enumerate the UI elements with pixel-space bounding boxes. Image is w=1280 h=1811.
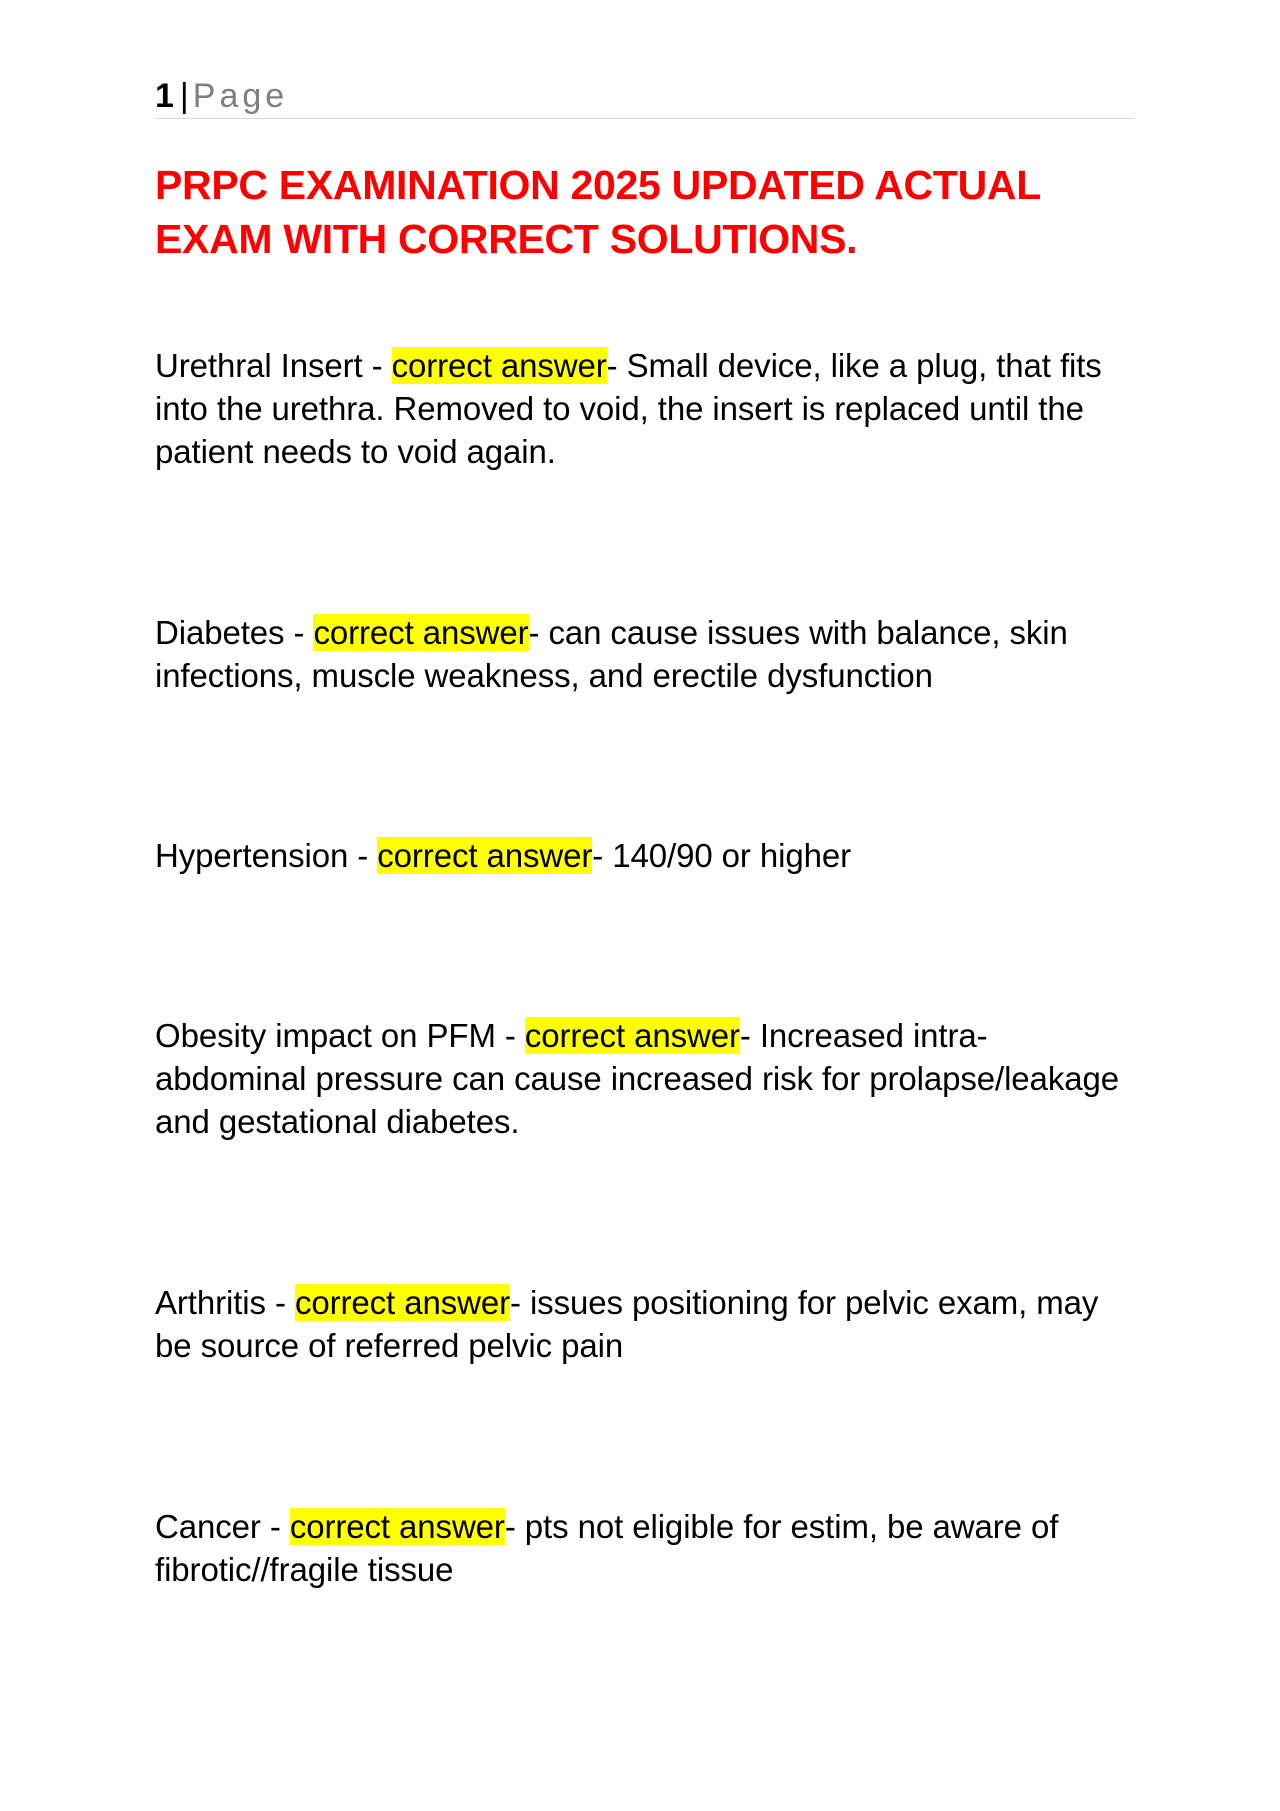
qa-term: Obesity impact on PFM - [155, 1017, 525, 1054]
qa-answer: - pts not eligible for estim, be aware of fibrotic//fragile tissue [155, 1508, 1059, 1588]
qa-answer: - can cause issues with balance, skin infections, muscle weakness, and erectile dysfunction [155, 614, 1068, 694]
qa-term: Arthritis - [155, 1284, 295, 1321]
qa-term: Urethral Insert - [155, 347, 392, 384]
qa-answer: - Small device, like a plug, that fits into the urethra. Removed to void, the insert is replaced until the patient needs to void again. [155, 347, 1102, 470]
qa-item-diabetes [155, 611, 1135, 697]
qa-answer: - Increased intra-abdominal pressure can cause increased risk for prolapse/leakage and gestational diabetes. [155, 1017, 1119, 1140]
qa-answer: - issues positioning for pelvic exam, may be source of referred pelvic pain [155, 1284, 1099, 1364]
page-separator: | [179, 77, 189, 115]
qa-item-obesity [155, 1014, 1135, 1143]
qa-item-hypertension [155, 834, 1135, 877]
qa-answer: - 140/90 or higher [592, 837, 851, 874]
qa-term: Cancer - [155, 1508, 290, 1545]
page-header [155, 74, 1135, 119]
qa-term: Diabetes - [155, 614, 314, 651]
correct-answer-highlight: correct answer [289, 1508, 505, 1545]
qa-item-arthritis [155, 1281, 1135, 1367]
correct-answer-highlight: correct answer [377, 837, 593, 874]
qa-item-cancer [155, 1505, 1135, 1591]
correct-answer-highlight: correct answer [391, 347, 607, 384]
qa-term: Hypertension - [155, 837, 378, 874]
correct-answer-highlight: correct answer [313, 614, 529, 651]
page-number: 1 [155, 77, 174, 115]
qa-item-urethral-insert [155, 344, 1135, 473]
page-label: Page [192, 77, 289, 115]
correct-answer-highlight: correct answer [294, 1284, 510, 1321]
document-title: PRPC EXAMINATION 2025 UPDATED ACTUAL EXAM WITH CORRECT SOLUTIONS. [155, 162, 1041, 262]
correct-answer-highlight: correct answer [524, 1017, 740, 1054]
